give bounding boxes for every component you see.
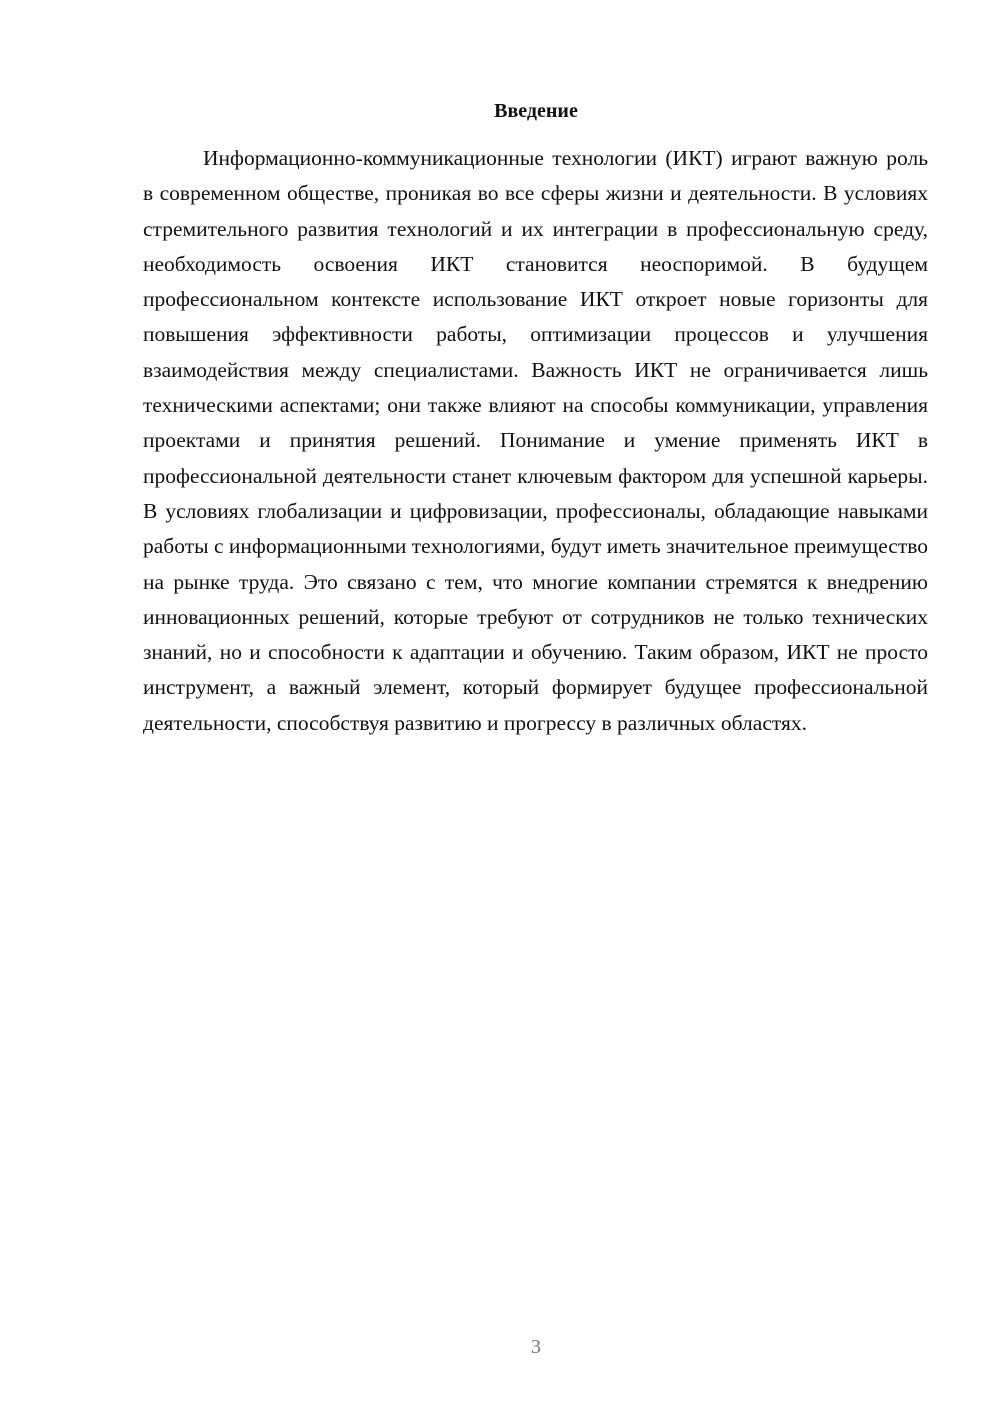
page-number: 3 [531,1336,541,1358]
intro-paragraph: Информационно-коммуникационные технологии (ИКТ) играют важную роль в современном обществе, проникая во все сферы жизни и деятельности. В условиях стремительного развития технологий и их интеграции в профессиональную среду, необходимость освоения ИКТ становится неоспоримой. В будущем профессиональном контексте использование ИКТ откроет новые горизонты для повышения эффективности работы, оптимизации процессов и улучшения взаимодействия между специалистами. Важность ИКТ не ограничивается лишь техническими аспектами; они также влияют на способы коммуникации, управления проектами и принятия решений. Понимание и умение применять ИКТ в профессиональной деятельности станет ключевым фактором для успешной карьеры. В условиях глобализации и цифровизации, профессионалы, обладающие навыками работы с информационными технологиями, будут иметь значительное преимущество на рынке труда. Это связано с тем, что многие компании стремятся к внедрению инновационных решений, которые требуют от сотрудников не только технических знаний, но и способности к адаптации и обучению. Таким образом, ИКТ не просто инструмент, а важный элемент, который формирует будущее профессиональной деятельности, способствуя развитию и прогрессу в различных областях. [143,146,928,735]
section-heading: Введение [494,100,578,122]
